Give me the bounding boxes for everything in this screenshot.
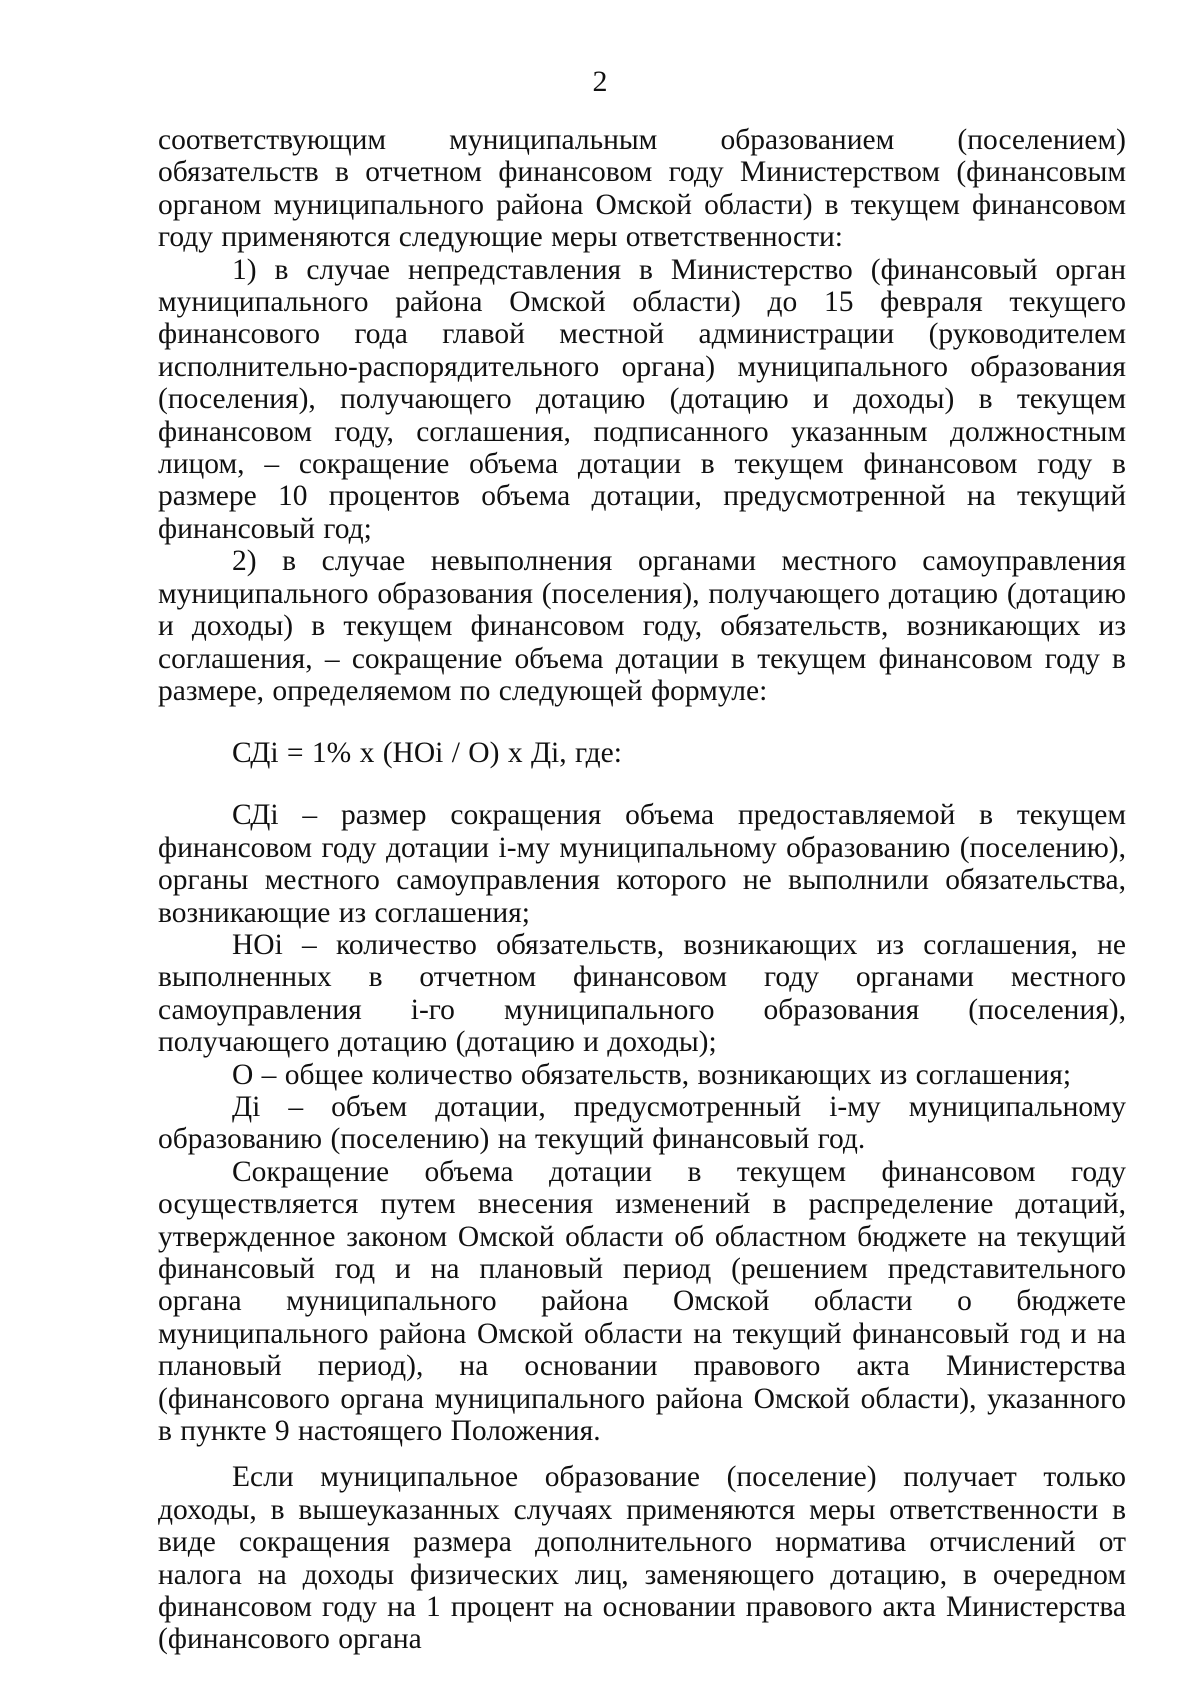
definition-no: НОi – количество обязательств, возникающих из соглашения, не выполненных в отчетном финансовом году органами местного самоуправления i-го муниципального образования (поселения), получающего дотацию (дотацию и доходы); bbox=[158, 928, 1126, 1059]
definition-sd: СДi – размер сокращения объема предоставляемой в текущем финансовом году дотации i-му муниципальному образованию (поселению), органы местного самоуправления которого не выполнили обязательства, возникающие из соглашения; bbox=[158, 799, 1126, 929]
intro-paragraph: соответствующим муниципальным образованием (поселением) обязательств в отчетном финансовом году Министерством (финансовым органом муниципального района Омской области) в текущем финансовом году применяются следующие меры ответственности: bbox=[158, 124, 1126, 254]
reduction-formula: СДi = 1% x (НОi / О) x Дi, где: bbox=[232, 737, 622, 770]
definition-d: Дi – объем дотации, предусмотренный i-му муниципальному образованию (поселению) на текущий финансовый год. bbox=[158, 1090, 1126, 1156]
page-number: 2 bbox=[592, 65, 608, 98]
definition-o: О – общее количество обязательств, возникающих из соглашения; bbox=[232, 1058, 1072, 1091]
income-only-paragraph: Если муниципальное образование (поселение) получает только доходы, в вышеуказанных случаях применяются меры ответственности в виде сокращения размера дополнительного норматива отчислений от налога на доходы физических лиц, заменяющего дотацию, в очередном финансовом году на 1 процент на основании правового акта Министерства (финансового органа bbox=[158, 1461, 1126, 1656]
measure-2-paragraph: 2) в случае невыполнения органами местного самоуправления муниципального образования (поселения), получающего дотацию (дотацию и доходы) в текущем финансовом году, обязательств, возникающих из соглашения, – сокращение объема дотации в текущем финансовом году в размере, определяемом по следующей формуле: bbox=[158, 545, 1126, 707]
measure-1-paragraph: 1) в случае непредставления в Министерство (финансовый орган муниципального района Омской области) до 15 февраля текущего финансового года главой местной администрации (руководителем исполнительно-распорядительного органа) муниципального образования (поселения), получающего дотацию (дотацию и доходы) в текущем финансовом году, соглашения, подписанного указанным должностным лицом, – сокращение объема дотации в текущем финансовом году в размере 10 процентов объема дотации, предусмотренной на текущий финансовый год; bbox=[158, 253, 1126, 545]
document-body bbox=[158, 124, 1126, 1656]
reduction-procedure-paragraph: Сокращение объема дотации в текущем финансовом году осуществляется путем внесения изменений в распределение дотаций, утвержденное законом Омской области об областном бюджете на текущий финансовый год и на плановый период (решением представительного органа муниципального района Омской области о бюджете муниципального района Омской области на текущий финансовый год и на плановый период), на основании правового акта Министерства (финансового органа муниципального района Омской области), указанного в пункте 9 настоящего Положения. bbox=[158, 1155, 1126, 1448]
